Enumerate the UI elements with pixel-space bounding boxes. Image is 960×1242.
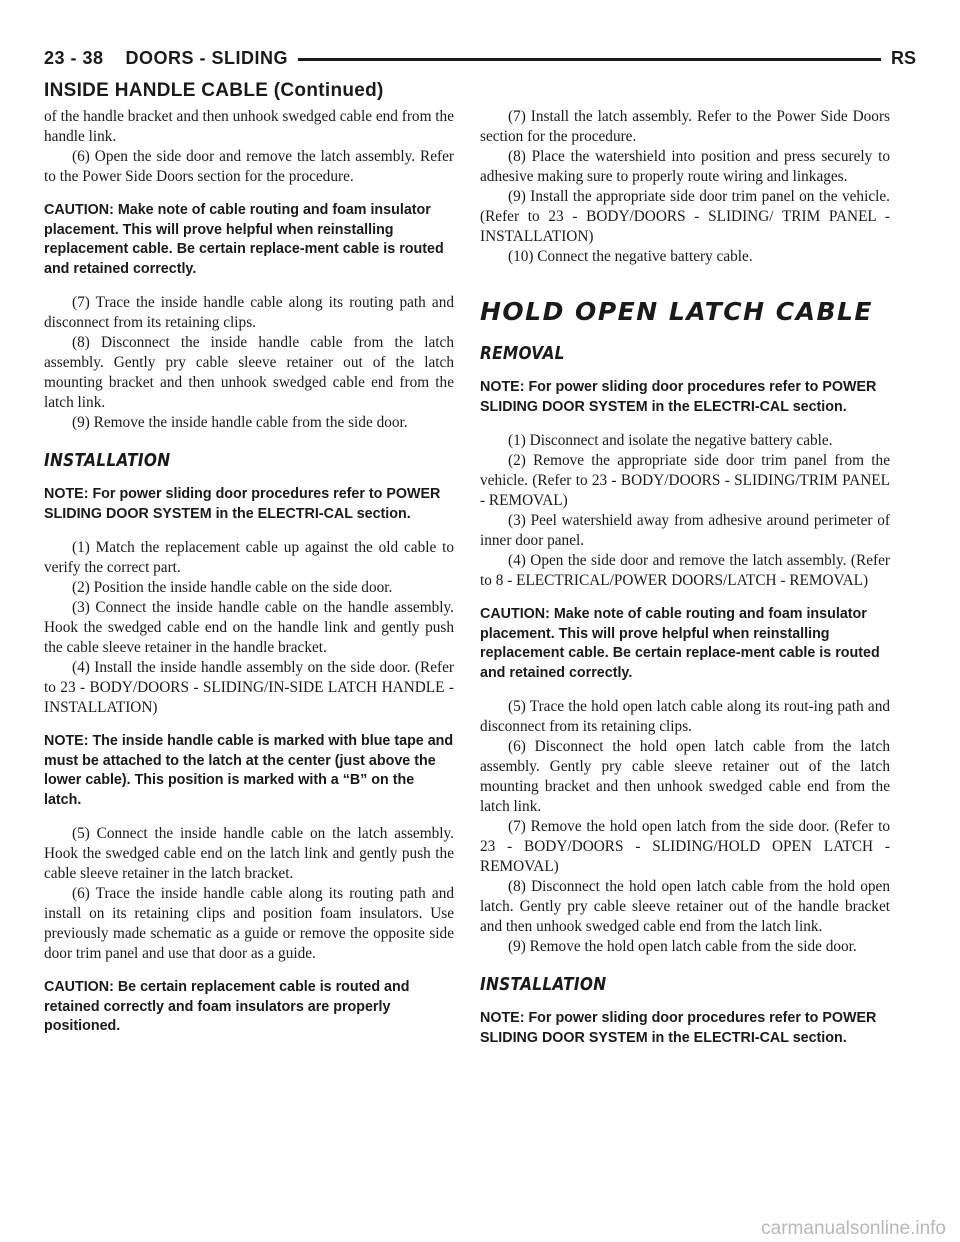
- step: (7) Remove the hold open latch from the side door. (Refer to 23 - BODY/DOORS - SLIDING/HOLD OPEN LATCH - REMOVAL): [480, 818, 890, 875]
- caution-note: CAUTION: Make note of cable routing and foam insulator placement. This will prove helpful when reinstalling replacement cable. Be certain replace-ment cable is routed and retained correctly.: [480, 606, 880, 681]
- step: (5) Trace the hold open latch cable along its rout-ing path and disconnect from its retaining clips.: [480, 698, 890, 735]
- paragraph: of the handle bracket and then unhook swedged cable end from the handle link.: [44, 108, 454, 145]
- watermark-text: carmanualsonline.info: [761, 1218, 946, 1239]
- step: (10) Connect the negative battery cable.: [508, 248, 753, 265]
- step: (6) Disconnect the hold open latch cable from the latch assembly. Gently pry cable sleeve retainer out of the latch mounting bracket and then unhook swedged cable end from the latch link.: [480, 738, 890, 815]
- removal-heading: REMOVAL: [480, 344, 565, 364]
- note: NOTE: For power sliding door procedures refer to POWER SLIDING DOOR SYSTEM in the ELECTRI-CAL section.: [44, 486, 441, 522]
- caution-note: CAUTION: Be certain replacement cable is routed and retained correctly and foam insulators are properly positioned.: [44, 979, 410, 1034]
- step: (2) Position the inside handle cable on the side door.: [72, 579, 393, 596]
- step: (2) Remove the appropriate side door trim panel from the vehicle. (Refer to 23 - BODY/DOORS - SLIDING/TRIM PANEL - REMOVAL): [480, 452, 890, 509]
- note: NOTE: The inside handle cable is marked with blue tape and must be attached to the latch at the center (just above the lower cable). This position is marked with a “B” on the latch.: [44, 733, 454, 808]
- continued-heading: INSIDE HANDLE CABLE (Continued): [44, 80, 384, 101]
- step: (6) Open the side door and remove the latch assembly. Refer to the Power Side Doors section for the procedure.: [44, 148, 454, 185]
- installation-heading: INSTALLATION: [44, 451, 171, 471]
- main-heading: HOLD OPEN LATCH CABLE: [480, 297, 874, 326]
- step: (9) Remove the hold open latch cable from the side door.: [508, 938, 857, 955]
- step: (8) Disconnect the inside handle cable from the latch assembly. Gently pry cable sleeve retainer out of the latch mounting bracket and then unhook swedged cable end from the latch link.: [44, 334, 454, 411]
- model-code: RS: [881, 48, 916, 69]
- page-number-section: 23 - 38 DOORS - SLIDING: [44, 48, 298, 69]
- caution-note: CAUTION: Make note of cable routing and foam insulator placement. This will prove helpful when reinstalling replacement cable. Be certain replace-ment cable is routed and retained correctly.: [44, 202, 444, 277]
- step: (5) Connect the inside handle cable on the latch assembly. Hook the swedged cable end on the latch link and gently push the cable sleeve retainer in the latch bracket.: [44, 825, 454, 882]
- step: (9) Remove the inside handle cable from the side door.: [72, 414, 408, 431]
- step: (9) Install the appropriate side door trim panel on the vehicle. (Refer to 23 - BODY/DOORS - SLIDING/ TRIM PANEL - INSTALLATION): [480, 188, 890, 245]
- page-header: [44, 44, 916, 74]
- step: (3) Connect the inside handle cable on the handle assembly. Hook the swedged cable end on the handle link and gently push the cable sleeve retainer in the handle bracket.: [44, 599, 454, 656]
- step: (1) Match the replacement cable up against the old cable to verify the correct part.: [44, 539, 454, 576]
- step: (4) Install the inside handle assembly on the side door. (Refer to 23 - BODY/DOORS - SLIDING/IN-SIDE LATCH HANDLE - INSTALLATION): [44, 659, 454, 716]
- step: (1) Disconnect and isolate the negative battery cable.: [508, 432, 833, 449]
- step: (8) Place the watershield into position and press securely to adhesive making sure to properly route wiring and linkages.: [480, 148, 890, 185]
- installation-heading: INSTALLATION: [480, 975, 607, 995]
- step: (7) Install the latch assembly. Refer to the Power Side Doors section for the procedure.: [480, 108, 890, 145]
- step: (4) Open the side door and remove the latch assembly. (Refer to 8 - ELECTRICAL/POWER DOORS/LATCH - REMOVAL): [480, 552, 890, 589]
- step: (8) Disconnect the hold open latch cable from the hold open latch. Gently pry cable sleeve retainer out of the handle bracket and then unhook swedged cable end from the latch link.: [480, 878, 890, 935]
- step: (3) Peel watershield away from adhesive around perimeter of inner door panel.: [480, 512, 890, 549]
- right-column: [480, 107, 890, 1062]
- left-column: [44, 107, 454, 1051]
- step: (7) Trace the inside handle cable along its routing path and disconnect from its retaining clips.: [44, 294, 454, 331]
- note: NOTE: For power sliding door procedures refer to POWER SLIDING DOOR SYSTEM in the ELECTRI-CAL section.: [480, 379, 877, 415]
- note: NOTE: For power sliding door procedures refer to POWER SLIDING DOOR SYSTEM in the ELECTRI-CAL section.: [480, 1010, 877, 1046]
- step: (6) Trace the inside handle cable along its routing path and install on its retaining clips and position foam insulators. Use previously made schematic as a guide or remove the opposite side door trim panel and use that door as a guide.: [44, 885, 454, 962]
